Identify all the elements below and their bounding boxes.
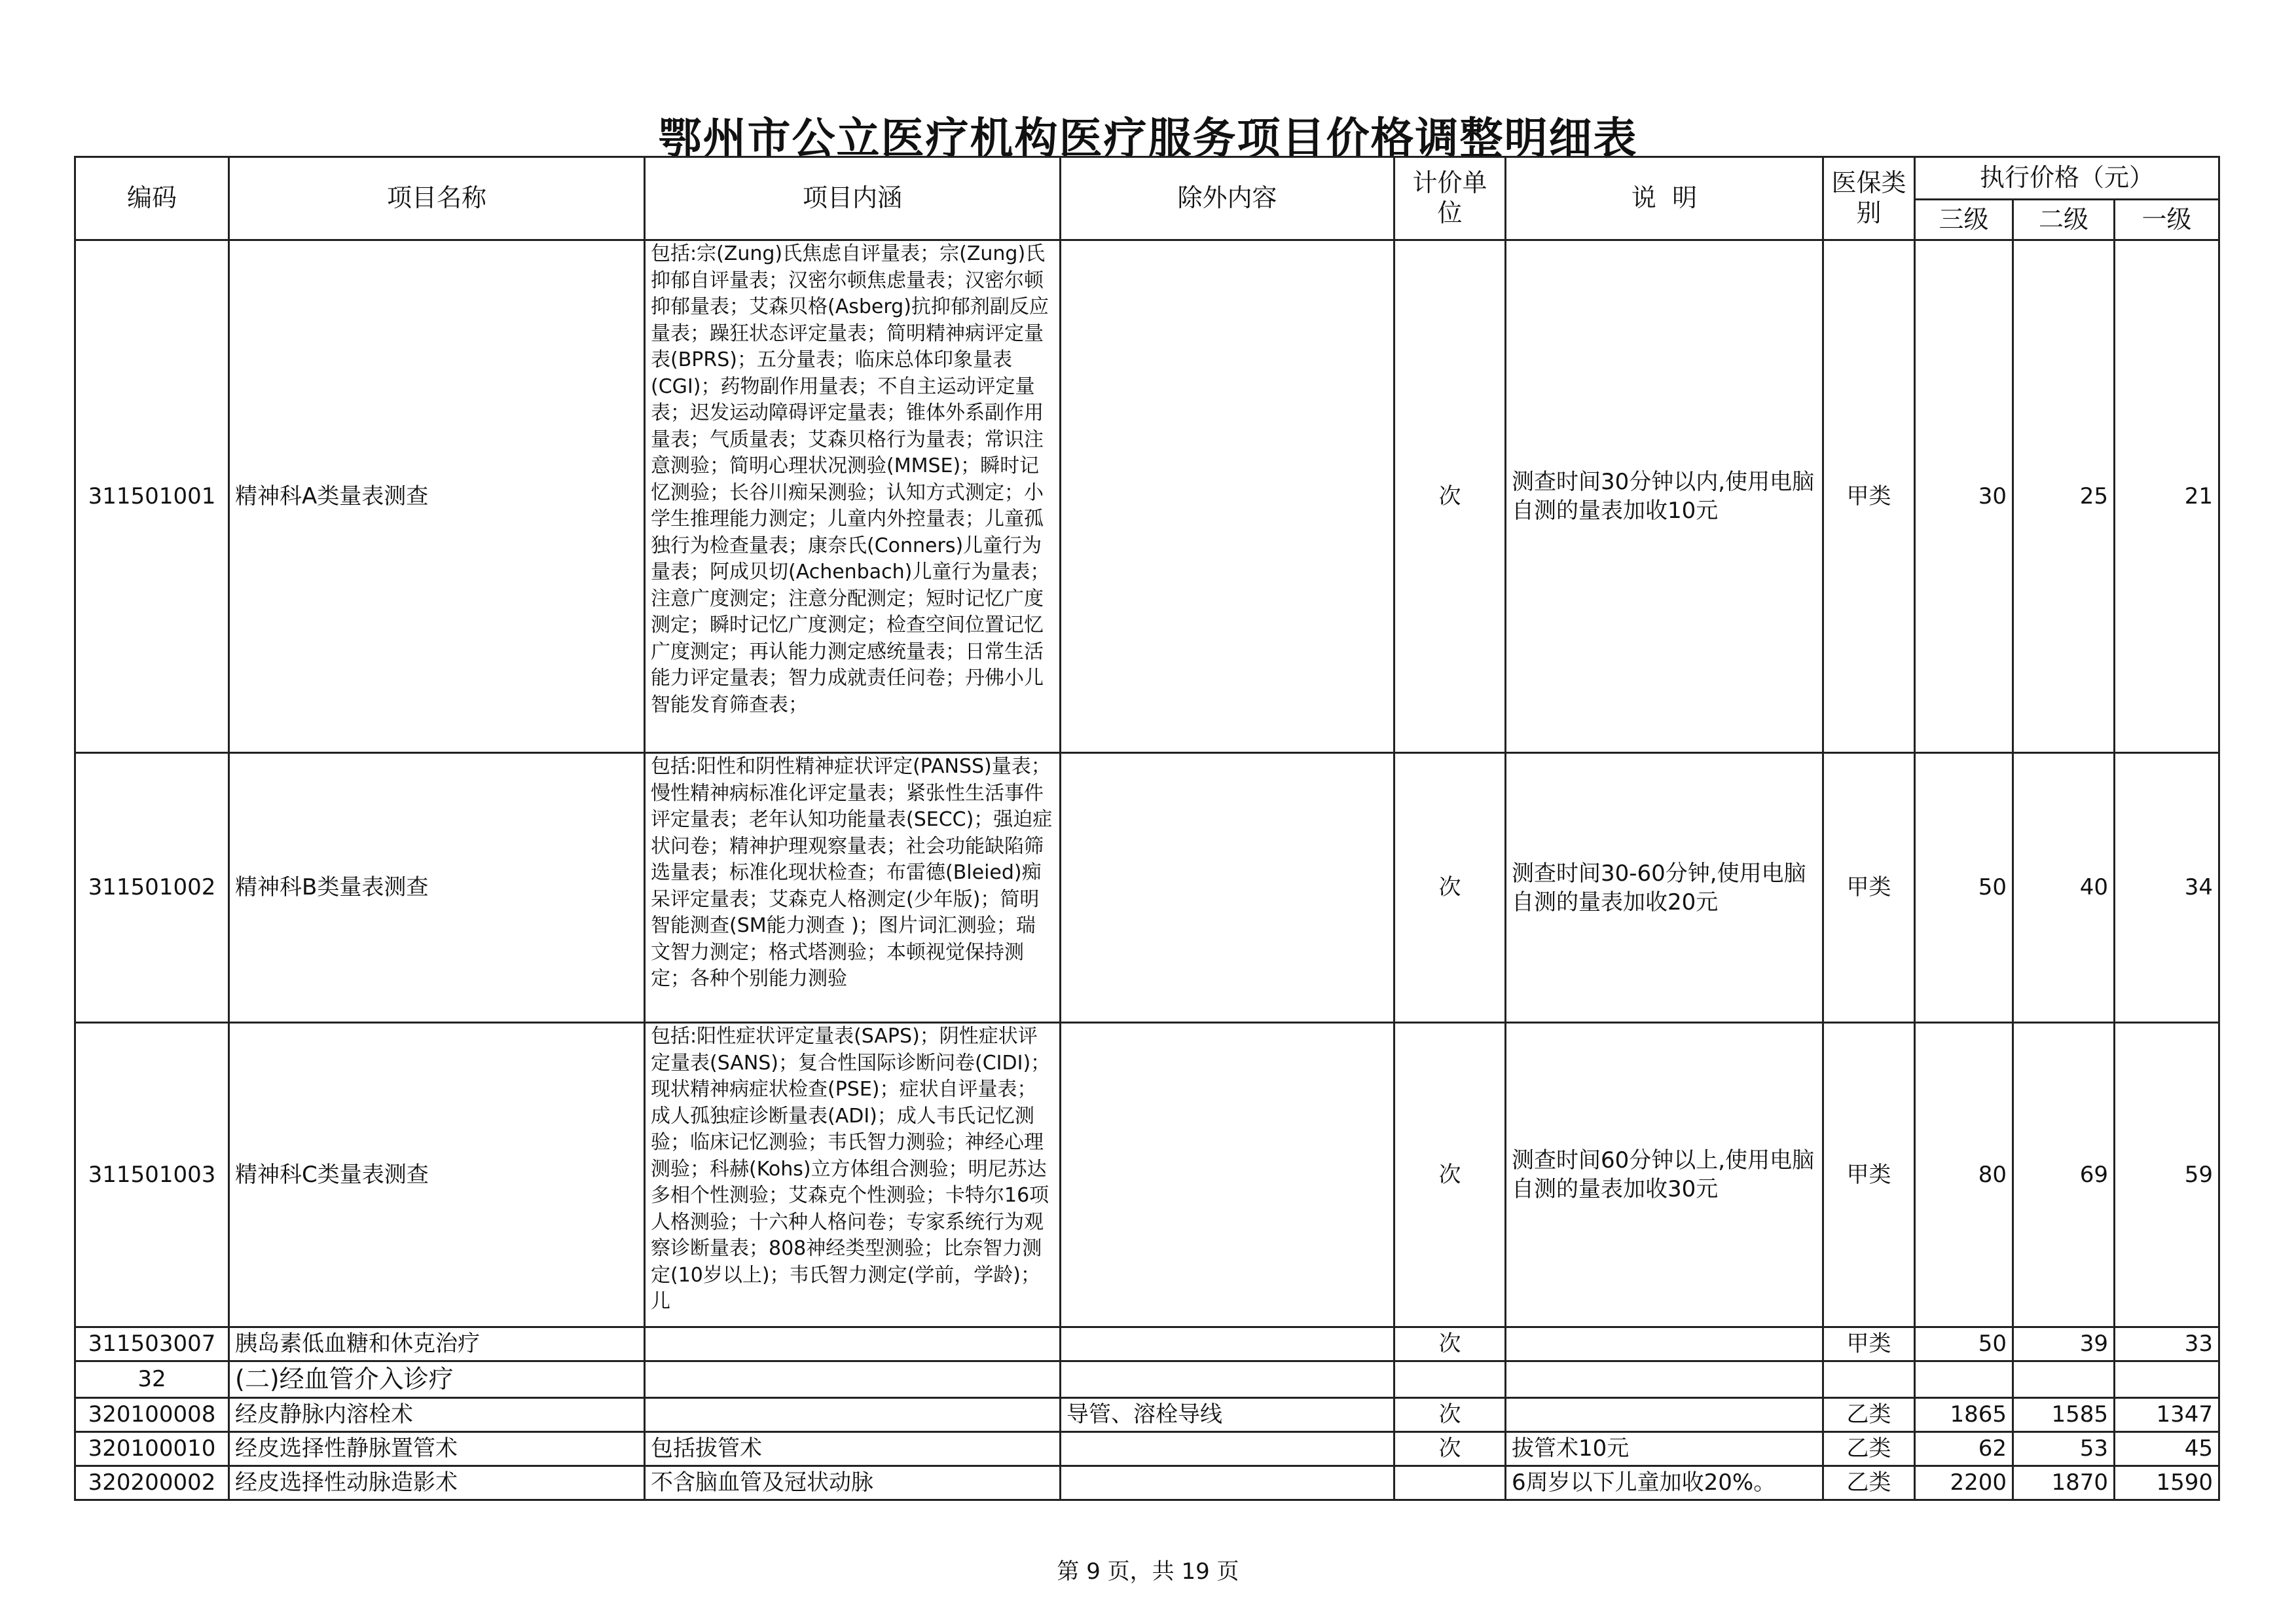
row-unit: 次 xyxy=(1394,1327,1506,1361)
row-price-level3: 30 xyxy=(1915,240,2013,753)
table-row xyxy=(75,1398,2219,1432)
row-insurance: 甲类 xyxy=(1823,753,1915,1023)
row-unit: 次 xyxy=(1394,1398,1506,1432)
row-price-level3: 50 xyxy=(1915,1327,2013,1361)
header-note: 说 明 xyxy=(1506,157,1823,240)
row-note: 测查时间30-60分钟,使用电脑自测的量表加收20元 xyxy=(1506,753,1823,1023)
row-note xyxy=(1506,1398,1823,1432)
row-exclusion xyxy=(1061,1361,1394,1398)
header-content: 项目内涵 xyxy=(645,157,1061,240)
header-code: 编码 xyxy=(75,157,229,240)
row-insurance: 乙类 xyxy=(1823,1398,1915,1432)
row-price-level2: 40 xyxy=(2013,753,2115,1023)
table-row-section xyxy=(75,1361,2219,1398)
row-exclusion xyxy=(1061,1327,1394,1361)
row-name: 经皮选择性动脉造影术 xyxy=(229,1466,645,1500)
row-name: 经皮静脉内溶栓术 xyxy=(229,1398,645,1432)
row-exclusion: 导管、溶栓导线 xyxy=(1061,1398,1394,1432)
row-note: 6周岁以下儿童加收20%。 xyxy=(1506,1466,1823,1500)
row-price-level3 xyxy=(1915,1361,2013,1398)
row-note xyxy=(1506,1327,1823,1361)
row-name: 精神科A类量表测查 xyxy=(229,240,645,753)
price-table xyxy=(74,156,2220,1501)
header-level1: 一级 xyxy=(2115,200,2219,240)
row-price-level1: 59 xyxy=(2115,1023,2219,1327)
row-note: 测查时间30分钟以内,使用电脑自测的量表加收10元 xyxy=(1506,240,1823,753)
row-content xyxy=(645,1327,1061,1361)
row-price-level2: 39 xyxy=(2013,1327,2115,1361)
row-content: 包括:宗(Zung)氏焦虑自评量表；宗(Zung)氏抑郁自评量表；汉密尔顿焦虑量表；汉密尔顿抑郁量表；艾森贝格(Asberg)抗抑郁剂副反应量表；躁狂状态评定量表；简明精神病评定量表(BPRS)；五分量表；临床总体印象量表(CGI)；药物副作用量表；不自主运动评定量表；迟发运动障碍评定量表；锥体外系副作用量表；气质量表；艾森贝格行为量表；常识注意测验；简明心理状况测验(MMSE)；瞬时记忆测验；长谷川痴呆测验；认知方式测定；小学生推理能力测定；儿童内外控量表；儿童孤独行为检查量表；康奈氏(Conners)儿童行为量表；阿成贝切(Achenbach)儿童行为量表；注意广度测定；注意分配测定；短时记忆广度测定；瞬时记忆广度测定；检查空间位置记忆广度测定；再认能力测定感统量表；日常生活能力评定量表；智力成就责任问卷；丹佛小儿智能发育筛查表； xyxy=(651,242,1050,716)
row-price-level1: 1590 xyxy=(2115,1466,2219,1500)
row-content xyxy=(645,1361,1061,1398)
row-price-level2: 53 xyxy=(2013,1432,2115,1466)
row-code: 311503007 xyxy=(75,1327,229,1361)
table-row xyxy=(75,1466,2219,1500)
row-price-level1: 34 xyxy=(2115,753,2219,1023)
row-price-level2: 25 xyxy=(2013,240,2115,753)
row-exclusion xyxy=(1061,240,1394,753)
row-insurance: 乙类 xyxy=(1823,1466,1915,1500)
row-insurance: 乙类 xyxy=(1823,1432,1915,1466)
row-code: 311501002 xyxy=(75,753,229,1023)
row-unit xyxy=(1394,1361,1506,1398)
row-name: 经皮选择性静脉置管术 xyxy=(229,1432,645,1466)
row-exclusion xyxy=(1061,1432,1394,1466)
row-price-level2: 1585 xyxy=(2013,1398,2115,1432)
header-price-group: 执行价格（元） xyxy=(1915,157,2219,200)
row-content xyxy=(645,1398,1061,1432)
row-note: 拔管术10元 xyxy=(1506,1432,1823,1466)
header-level2: 二级 xyxy=(2013,200,2115,240)
row-name: 精神科C类量表测查 xyxy=(229,1023,645,1327)
row-content: 包括:阳性和阴性精神症状评定(PANSS)量表；慢性精神病标准化评定量表；紧张性生活事件评定量表；老年认知功能量表(SECC)；强迫症状问卷；精神护理观察量表；社会功能缺陷筛选量表；标准化现状检查；布雷德(Bleied)痴呆评定量表；艾森克人格测定(少年版)；简明智能测查(SM能力测查 )；图片词汇测验；瑞文智力测定；格式塔测验；本顿视觉保持测定；各种个别能力测验 xyxy=(651,755,1053,990)
row-code: 311501001 xyxy=(75,240,229,753)
row-code: 320100008 xyxy=(75,1398,229,1432)
row-exclusion xyxy=(1061,1466,1394,1500)
row-insurance: 甲类 xyxy=(1823,1327,1915,1361)
page-title: 鄂州市公立医疗机构医疗服务项目价格调整明细表 xyxy=(658,113,1638,164)
header-level3: 三级 xyxy=(1915,200,2013,240)
row-price-level2 xyxy=(2013,1361,2115,1398)
header-exclusion: 除外内容 xyxy=(1061,157,1394,240)
row-code: 320100010 xyxy=(75,1432,229,1466)
row-price-level3: 2200 xyxy=(1915,1466,2013,1500)
row-name: 精神科B类量表测查 xyxy=(229,753,645,1023)
row-note: 测查时间60分钟以上,使用电脑自测的量表加收30元 xyxy=(1506,1023,1823,1327)
row-price-level3: 50 xyxy=(1915,753,2013,1023)
row-unit xyxy=(1394,1466,1506,1500)
row-name: 胰岛素低血糖和休克治疗 xyxy=(229,1327,645,1361)
header-unit: 计价单位 xyxy=(1394,157,1506,240)
table-row xyxy=(75,753,2219,1023)
row-insurance: 甲类 xyxy=(1823,240,1915,753)
table-row xyxy=(75,240,2219,753)
row-price-level1: 21 xyxy=(2115,240,2219,753)
row-insurance xyxy=(1823,1361,1915,1398)
row-price-level1: 1347 xyxy=(2115,1398,2219,1432)
row-price-level1: 33 xyxy=(2115,1327,2219,1361)
page-footer: 第 9 页，共 19 页 xyxy=(1057,1559,1239,1585)
row-unit: 次 xyxy=(1394,1023,1506,1327)
row-insurance: 甲类 xyxy=(1823,1023,1915,1327)
row-exclusion xyxy=(1061,1023,1394,1327)
row-content: 包括拔管术 xyxy=(645,1432,1061,1466)
row-price-level1: 45 xyxy=(2115,1432,2219,1466)
row-price-level2: 1870 xyxy=(2013,1466,2115,1500)
row-unit: 次 xyxy=(1394,753,1506,1023)
row-note xyxy=(1506,1361,1823,1398)
row-content: 包括:阳性症状评定量表(SAPS)；阴性症状评定量表(SANS)；复合性国际诊断问卷(CIDI)；现状精神病症状检查(PSE)；症状自评量表；成人孤独症诊断量表(ADI)；成人韦氏记忆测验；临床记忆测验；韦氏智力测验；神经心理测验；科赫(Kohs)立方体组合测验；明尼苏达多相个性测验；艾森克个性测验；卡特尔16项人格测验；十六种人格问卷；专家系统行为观察诊断量表；808神经类型测验；比奈智力测定(10岁以上)；韦氏智力测定(学前，学龄)；儿 xyxy=(651,1025,1051,1313)
table-row xyxy=(75,1023,2219,1327)
row-price-level3: 1865 xyxy=(1915,1398,2013,1432)
header-insurance: 医保类别 xyxy=(1823,157,1915,240)
row-price-level2: 69 xyxy=(2013,1023,2115,1327)
row-price-level3: 80 xyxy=(1915,1023,2013,1327)
table-row xyxy=(75,1432,2219,1466)
row-price-level1 xyxy=(2115,1361,2219,1398)
row-code: 311501003 xyxy=(75,1023,229,1327)
row-unit: 次 xyxy=(1394,240,1506,753)
row-content: 不含脑血管及冠状动脉 xyxy=(645,1466,1061,1500)
row-code: 320200002 xyxy=(75,1466,229,1500)
row-name: (二)经血管介入诊疗 xyxy=(229,1361,645,1398)
row-exclusion xyxy=(1061,753,1394,1023)
row-code: 32 xyxy=(75,1361,229,1398)
row-unit: 次 xyxy=(1394,1432,1506,1466)
header-name: 项目名称 xyxy=(229,157,645,240)
row-price-level3: 62 xyxy=(1915,1432,2013,1466)
table-row xyxy=(75,1327,2219,1361)
